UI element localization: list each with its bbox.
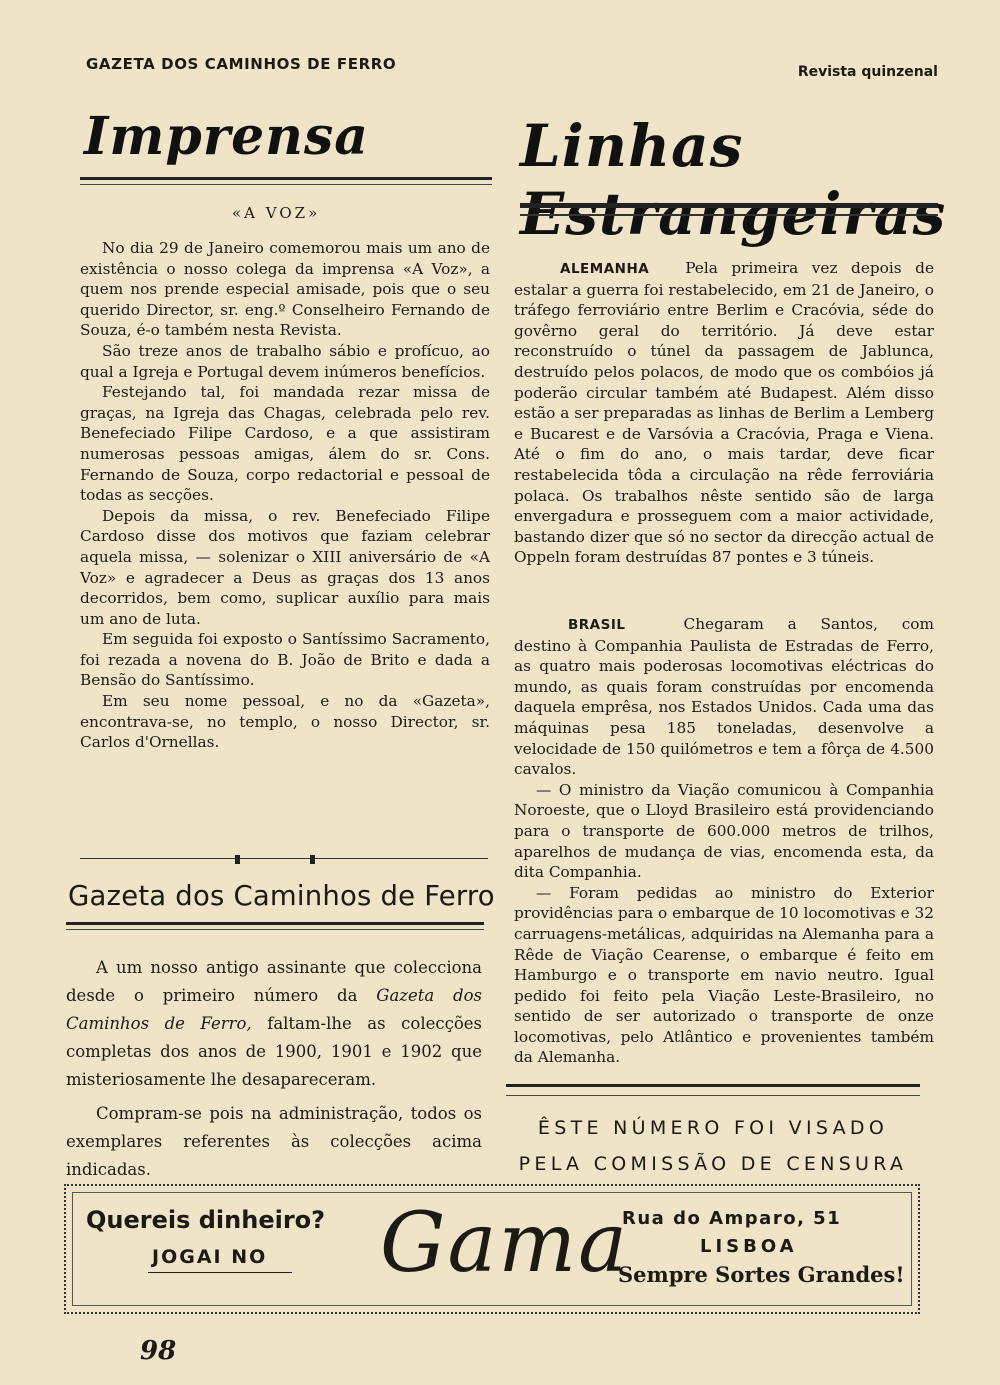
paragraph: — Foram pedidas ao ministro do Exterior providências para o embarque de 10 locomotivas e 32 carruagens-metálicas, adquiridas na Alemanha para a Rêde de Viação Cearense, o embarque é feito em Hamburgo e o transporte em navio neutro. Igual pedido foi feito pela Viação Leste-Brasileiro, no sentido de ser autorizado o transporte de onze locomotivas, pelo Atlântico e provenientes também da Alemanha. bbox=[514, 883, 934, 1067]
paragraph bbox=[514, 614, 934, 780]
running-header-title: GAZETA DOS CAMINHOS DE FERRO bbox=[86, 55, 397, 73]
imprensa-rule-thin bbox=[80, 184, 492, 185]
censura-rule bbox=[506, 1084, 920, 1087]
paragraph: Em seu nome pessoal, e no da «Gazeta», encontrava-se, no templo, o nosso Director, sr. Carlos d'Ornellas. bbox=[80, 692, 490, 752]
censura-rule-thin bbox=[506, 1095, 920, 1096]
paragraph bbox=[514, 258, 934, 568]
brasil-article bbox=[514, 614, 934, 1068]
gazeta-notice-title: Gazeta dos Caminhos de Ferro bbox=[68, 880, 495, 912]
paragraph: — O ministro da Viação comunicou à Companhia Noroeste, que o Lloyd Brasileiro está providenciando para o transporte de 600.000 metros de trilhos, aparelhos de mudança de vias, encomenda esta, da dita Companhia. bbox=[514, 780, 934, 882]
ad-subline: JOGAI NO bbox=[152, 1246, 268, 1268]
article-heading: «A VOZ» bbox=[232, 204, 321, 222]
gazeta-notice-body bbox=[66, 954, 482, 1184]
ad-underline bbox=[148, 1272, 292, 1273]
censorship-notice-line1: ÊSTE NÚMERO FOI VISADO bbox=[537, 1117, 889, 1139]
paragraph: Festejando tal, foi mandada rezar missa de graças, na Igreja das Chagas, celebrada pelo rev. Benefeciado Filipe Cardoso, e a que assistiram numerosas pessoas amigas, álem do sr. Cons. Fernando de Souza, corpo redactorial e pessoal de todas as secções. bbox=[80, 383, 490, 505]
divider-ornament bbox=[310, 855, 315, 864]
text-run: faltam-lhe as colecções completas dos anos de 1900, 1901 e 1902 que misteriosamente lhe desapareceram. bbox=[66, 1014, 483, 1089]
text-run: Chegaram a Santos, com destino à Companhia Paulista de Estradas de Ferro, as quatro mais poderosas locomotivas eléctricas do mundo, as quais foram construídas por encomenda daquela emprêsa, nos Estados Unidos. Cada uma das máquinas pesa 185 toneladas, desenvolve a velocidade de 150 quilómetros e tem a fôrça de 4.500 cavalos. bbox=[514, 615, 934, 779]
country-heading: BRASIL bbox=[568, 617, 626, 633]
ad-brand-logo: Gama bbox=[380, 1196, 630, 1291]
gazeta-notice-rule-thin bbox=[66, 929, 484, 930]
censorship-notice-line2: PELA COMISSÃO DE CENSURA bbox=[518, 1153, 908, 1175]
paragraph: Depois da missa, o rev. Benefeciado Filipe Cardoso disse dos motivos que faziam celebrar aquela missa, — solenizar o XIII aniversário de «A Voz» e agradecer a Deus as graças dos 13 anos decorridos, bem como, suplicar auxílio para mais um ano de luta. bbox=[80, 506, 490, 628]
imprensa-section-title: Imprensa bbox=[84, 106, 369, 167]
page-number: 98 bbox=[140, 1336, 177, 1366]
gazeta-notice-rule bbox=[66, 922, 484, 925]
linhas-rule-thin bbox=[520, 214, 938, 216]
text-run: Pela primeira vez depois de estalar a guerra foi restabelecido, em 21 de Janeiro, o tráfego ferroviário entre Berlim e Cracóvia, séde do govêrno geral do território. Já deve estar reconstruído o túnel da passagem de Jablunca, destruído pelos polacos, de modo que os combóios já poderão circular também até Budapest. Além disso estão a ser preparadas as linhas de Berlim a Lemberg e Bucarest e de Varsóvia a Cracóvia, Praga e Viena. Até o fim do ano, o mais tardar, deve ficar restabelecida tôda a circulação na rêde ferroviária polaca. Os trabalhos nêste sentido são de larga envergadura e prosseguem com a maior actividade, bastando dizer que só no sector da direcção actual de Oppeln foram destruídas 87 pontes e 3 túneis. bbox=[514, 259, 934, 567]
paragraph: No dia 29 de Janeiro comemorou mais um ano de existência o nosso colega da imprensa «A Voz», a quem nos prende especial amisade, pois que o seu querido Director, sr. eng.º Conselheiro Fernando de Souza, é-o também nesta Revista. bbox=[80, 239, 490, 340]
divider-ornament bbox=[235, 855, 240, 864]
paragraph: São treze anos de trabalho sábio e profícuo, ao qual a Igreja e Portugal devem inúmeros benefícios. bbox=[80, 341, 490, 381]
ad-slogan: Sempre Sortes Grandes! bbox=[618, 1262, 905, 1287]
paragraph: Em seguida foi exposto o Santíssimo Sacramento, foi rezada a novena do B. João de Brito e dada a Bensão do Santíssimo. bbox=[80, 630, 490, 690]
imprensa-article-body bbox=[80, 238, 490, 753]
paragraph: Compram-se pois na administração, todos os exemplares referentes às colecções acima indicadas. bbox=[66, 1104, 482, 1179]
linhas-rule bbox=[520, 203, 938, 208]
running-header-subtitle: Revista quinzenal bbox=[797, 64, 938, 80]
country-heading: ALEMANHA bbox=[560, 261, 650, 277]
linhas-section-title: Linhas Estrangeiras bbox=[520, 112, 947, 248]
section-divider bbox=[80, 858, 488, 867]
alemanha-article bbox=[514, 258, 934, 568]
paragraph bbox=[66, 954, 482, 1094]
text-run: A um nosso antigo assinante que colecciona desde o primeiro número da bbox=[66, 958, 482, 1005]
ad-address: Rua do Amparo, 51 bbox=[622, 1208, 842, 1229]
publication-name: Gazeta dos Caminhos de Ferro, bbox=[66, 986, 482, 1033]
ad-headline: Quereis dinheiro? bbox=[86, 1206, 326, 1234]
imprensa-rule bbox=[80, 177, 492, 180]
ad-city: LISBOA bbox=[700, 1236, 798, 1257]
